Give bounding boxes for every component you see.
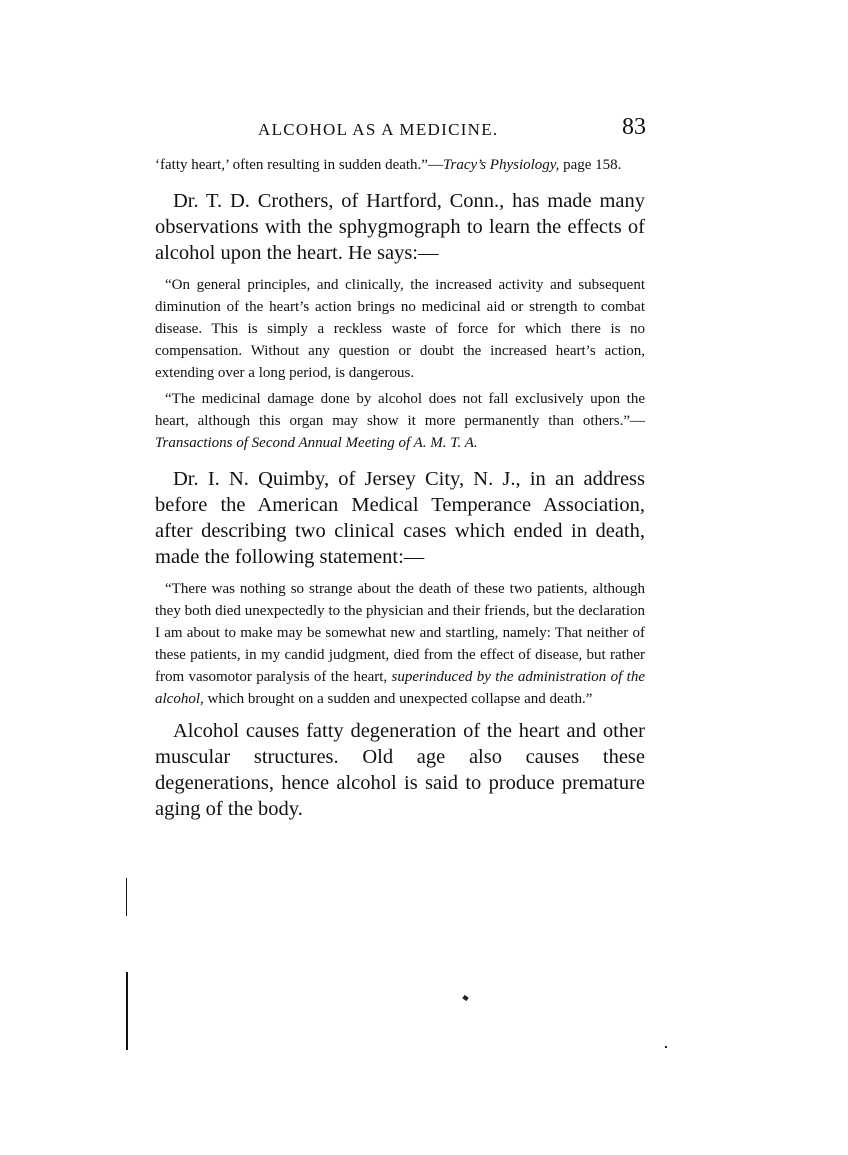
text-column <box>155 154 645 822</box>
paragraph-conclusion: Alcohol causes fatty degeneration of the heart and other muscular structures. Old age also causes these degenerations, hence alcohol is said to produce premature aging of the body. <box>155 720 645 820</box>
scan-speck-center <box>462 995 468 1001</box>
running-head: ALCOHOL AS A MEDICINE. <box>258 120 499 139</box>
quote-crothers-2 <box>155 388 645 454</box>
footnote-text: ‘fatty heart,’ often resulting in sudden death.”— <box>155 157 443 173</box>
quote-crothers-2-citation: Transactions of Second Annual Meeting of A. M. T. A. <box>155 435 478 451</box>
quote-quimby <box>155 578 645 710</box>
footnote-citation: Tracy’s Physiology, <box>442 157 560 173</box>
scan-speck-right <box>665 1046 667 1048</box>
paragraph-quimby: Dr. I. N. Quimby, of Jersey City, N. J., in an address before the American Medical Temperance Association, after describing two clinical cases which ended in death, made the following statement:— <box>155 468 645 568</box>
footnote-page-ref: page 158. <box>559 157 622 173</box>
quote-quimby-emphasis: superinduced by the administration of the alcohol, <box>155 669 646 707</box>
scan-margin-line-upper <box>126 878 127 916</box>
footnote-continuation <box>155 154 645 176</box>
page-header <box>258 114 646 144</box>
quote-quimby-text-before: “There was nothing so strange about the death of these two patients, although they both died unexpectedly to the physician and their friends, but the declaration I am about to make may be somewhat new and startling, namely: That neither of these patients, in my candid judgment, died from the effect of disease, but rather from vasomotor paralysis of the heart, <box>155 581 645 685</box>
quote-crothers-2-text: “The medicinal damage done by alcohol does not fall exclusively upon the heart, although this organ may show it more permanently than others.”— <box>155 391 645 429</box>
page-number: 83 <box>622 114 646 140</box>
quote-crothers-1: “On general principles, and clinically, the increased activity and subsequent diminution of the heart’s action brings no medicinal aid or strength to combat disease. This is simply a reckless waste of force for which there is no compensation. Without any question or doubt the increased heart’s action, extending over a long period, is dangerous. <box>155 277 645 381</box>
scan-margin-line-lower <box>126 972 128 1050</box>
quote-quimby-text-after: which brought on a sudden and unexpected collapse and death.” <box>203 691 593 707</box>
paragraph-crothers: Dr. T. D. Crothers, of Hartford, Conn., has made many observations with the sphygmograph to learn the effects of alcohol upon the heart. He says:— <box>155 190 645 264</box>
